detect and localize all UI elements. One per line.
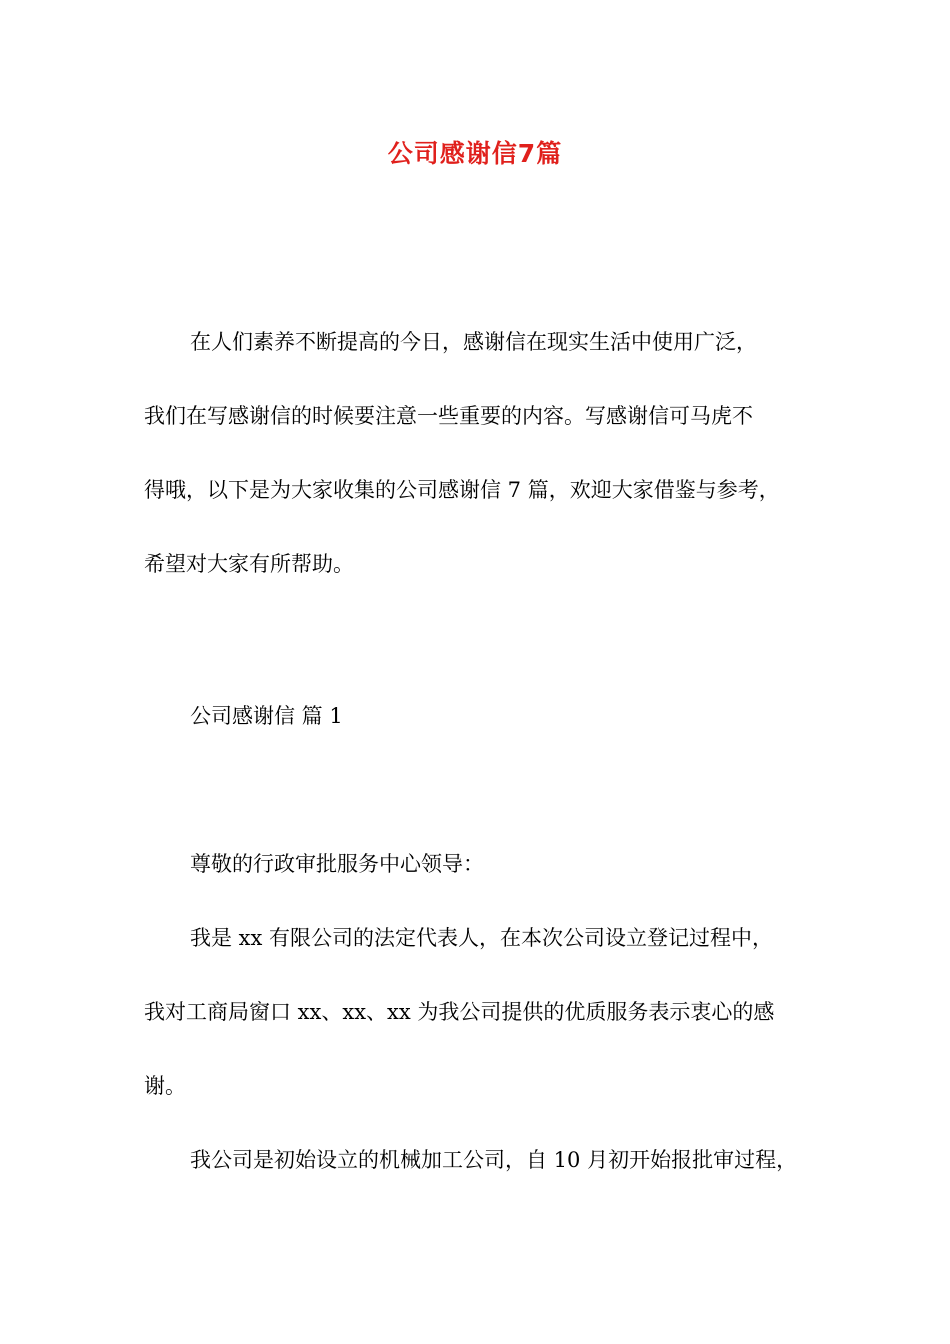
intro-line-3: 得哦，以下是为大家收集的公司感谢信 7 篇，欢迎大家借鉴与参考， [144, 478, 780, 502]
document-title: 公司感谢信7篇 [387, 139, 563, 168]
paragraph-1-line-1: 我是 xx 有限公司的法定代表人，在本次公司设立登记过程中， [190, 926, 774, 950]
intro-line-1: 在人们素养不断提高的今日，感谢信在现实生活中使用广泛， [190, 330, 757, 354]
intro-line-2: 我们在写感谢信的时候要注意一些重要的内容。写感谢信可马虎不 [144, 404, 753, 428]
paragraph-1-line-2: 我对工商局窗口 xx、xx、xx 为我公司提供的优质服务表示衷心的感 [144, 1000, 775, 1024]
paragraph-2-line-1: 我公司是初始设立的机械加工公司，自 10 月初开始报批审过程， [190, 1148, 798, 1172]
salutation: 尊敬的行政审批服务中心领导： [190, 852, 484, 876]
intro-line-4: 希望对大家有所帮助。 [144, 552, 354, 576]
paragraph-1-line-3: 谢。 [144, 1074, 186, 1098]
section-heading: 公司感谢信 篇 1 [190, 704, 343, 728]
